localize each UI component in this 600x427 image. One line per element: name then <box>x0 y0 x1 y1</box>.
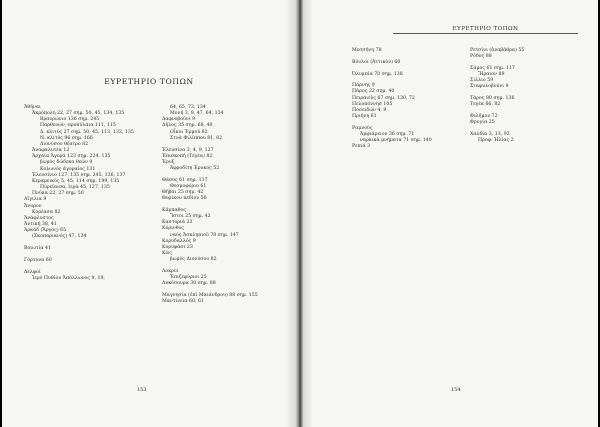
index-entry: Μονή 3, 9, 47, 64, 134 <box>170 111 224 117</box>
index-entry: Λοκροὶ <box>162 268 179 274</box>
index-entry: Ἐπιζεφύριοι 25 <box>170 275 207 281</box>
index-column-right-2 <box>470 48 580 144</box>
index-entry: Ἀρκάδ (Ἄργος) 65 <box>24 228 67 234</box>
index-entry: Διονύσου θέατρο 82 <box>40 141 89 147</box>
index-entry: βωμὸς δώδεκα θεῶν 9 <box>40 160 93 166</box>
index-entry: Πάρνης 9 <box>352 83 375 89</box>
index-entry: Θορίκου πεδίον 56 <box>162 196 207 202</box>
index-entry: ναρκικὰ μνήματα 71 σημ. 140 <box>360 138 432 144</box>
index-entry: Φρυγία 25 <box>470 120 495 126</box>
index-entry: Ραμνοῦς <box>352 125 373 131</box>
index-entry: Ἄνυρον <box>24 203 42 209</box>
index-entry: Τάρος 80 σημ. 136 <box>470 96 515 102</box>
index-entry: Ἀντική 38, 41 <box>24 221 57 227</box>
index-entry: Λυκόσουρα 30 σημ. 88 <box>162 281 216 287</box>
index-entry: Κεραμεικός 5, 45, 114 σημ. 199, 135 <box>32 178 120 184</box>
index-entry: Παρθενών, προπύλαια 111, 115 <box>40 123 116 129</box>
index-entry: Ὀλυμπία 70 σημ. 138 <box>352 71 403 77</box>
index-entry: Καστοριά 23 <box>162 220 193 226</box>
index-entry: Σιλλιο 59 <box>470 78 494 84</box>
index-entry: Κῶς <box>162 251 172 257</box>
index-entry: Ἀκρόπολη 22, 27 σημ. 50, 45, 134, 135 <box>32 111 125 117</box>
index-entry: Ἀνάφλυστος <box>24 215 54 221</box>
index-entry: Τεγέα 66, 82 <box>470 102 501 108</box>
index-entry: Ἀρχαία Ἀγορά 123 σημ. 224, 135 <box>32 154 111 160</box>
index-entry: Δ. κλιτύς 27 σημ. 50, 45, 113, 133, 135 <box>40 129 134 135</box>
index-entry: Κολωνός ἀγοραῖος 131 <box>40 166 96 172</box>
index-entry: Πειραιεὺς 67 σημ. 130, 72 <box>352 95 415 101</box>
index-entry: Κορέασα 82 <box>32 209 61 215</box>
index-column-right-1 <box>352 48 467 150</box>
index-entry: Ἱερό Πυθίου Ἀπόλλωνος 9, 19, <box>32 275 105 281</box>
index-entry: Φιλήμον 72 <box>470 114 498 120</box>
index-entry: Κορυδαλλός 9 <box>162 238 196 244</box>
index-entry: (Σκοπαριανός) 47, 134 <box>32 234 87 240</box>
index-entry: Θάσος 61 σημ. 117 <box>162 177 208 183</box>
right-page <box>303 0 598 427</box>
index-entry: Μαντίνεια 60, 61 <box>162 299 204 305</box>
index-entry: Πνύκα 22, 27 σημ. 50 <box>32 191 84 197</box>
page-shadow <box>286 0 296 427</box>
index-entry: Θεσμοφόριο 61 <box>170 183 207 189</box>
index-entry: Πύρεῖαισα, ἱερὰ 45, 127, 135 <box>40 185 110 191</box>
index-entry: Αἴγιλια 9 <box>24 197 47 203</box>
index-entry: Σταφυλοβούνι 9 <box>470 84 509 90</box>
running-head: ΕΥΡΕΤΗΡΙΟ ΤΟΠΩΝ <box>393 26 578 34</box>
index-entry: Σάμος 61 σημ. 117 <box>470 65 515 71</box>
index-entry: Ἀναφαλυτέα 12 <box>32 148 70 154</box>
index-entry: Ἐπισκοπή (Τεγέα) 82 <box>162 153 213 159</box>
index-entry: Οἶκοι Ἑρμοῦ 82 <box>170 129 208 135</box>
index-entry: Βοιωτία 41 <box>24 246 51 252</box>
book-gutter <box>296 0 303 427</box>
index-entry: Μαγνησία (ἐπὶ Μαιάνδρου) 88 σημ. 155 <box>162 293 258 299</box>
index-entry: Ρετσίνι (ἀναβάθρα) 55 <box>470 48 525 53</box>
index-entry: Ἐρυξ <box>162 159 175 165</box>
left-page <box>2 0 296 427</box>
index-entry: Δῆλος 35 σημ. 68, 40 <box>162 123 213 129</box>
index-entry: Ἀφροδίτη Ἐρυκος 52 <box>170 166 220 171</box>
index-entry: Γόρτυνα 60 <box>24 257 52 263</box>
index-entry: Ποσειδών 4, 9 <box>352 107 387 113</box>
page-title: ΕΥΡΕΤΗΡΙΟ ΤΟΠΩΝ <box>104 77 194 86</box>
index-entry: Χαλδία 3, 13, 93 <box>470 131 510 137</box>
index-entry: Στοὰ Φιλίππου 81, 82 <box>170 135 223 141</box>
index-entry: Ἀθῆναι <box>24 105 41 110</box>
page-number: 153 <box>137 387 147 393</box>
index-entry: Ἥραιον 89 <box>478 72 505 78</box>
index-entry: Ν. κλιτύς 96 σημ. 166 <box>40 135 93 141</box>
index-column-left-2 <box>162 105 282 305</box>
page-shadow <box>303 0 313 427</box>
index-entry: Προφ. Ἠλίας 2 <box>478 138 514 144</box>
index-entry: Πελοπόννησ 105 <box>352 101 393 107</box>
page-number: 154 <box>451 387 461 393</box>
index-entry: Βόυλοι (Ἀττικὸν) 60 <box>352 59 401 65</box>
index-column-left-1 <box>24 105 156 282</box>
index-entry: Βραυρώνιο 136 σημ. 245 <box>40 117 100 123</box>
index-entry: Ἴστοι 25 σημ. 42 <box>170 214 211 220</box>
index-entry: Κάρπαθος <box>162 207 186 213</box>
index-entry: Ρόδος 88 <box>470 54 492 60</box>
index-entry: Κόρινθος <box>162 226 185 232</box>
index-entry: βωμὸς Διονύσου 82 <box>170 257 217 263</box>
index-entry: Μεσσήνη 78 <box>352 48 382 53</box>
index-entry: Ρεπιά 3 <box>352 144 371 150</box>
index-entry: Πριήνη 61 <box>352 114 377 120</box>
index-entry: Κορυφάσι 23 <box>162 244 193 250</box>
index-entry: Θῆβαι 25 σημ. 42 <box>162 190 204 196</box>
index-entry: Ἐλευσίνα 3, 4, 9, 127 <box>162 147 214 153</box>
index-entry: ναὸς Ἀσκληπιοῦ 78 σημ. 147 <box>170 232 239 238</box>
index-entry: Ἀμφιάρειον 36 σημ. 71 <box>360 131 415 137</box>
index-entry: Δελφοί <box>24 269 41 275</box>
index-entry: Δαφνοβούνι 9 <box>162 117 196 123</box>
index-entry: 64, 65, 73, 134 <box>170 105 206 110</box>
index-entry: Πάρος 22 σημ. 40 <box>352 89 395 95</box>
index-entry: Ἐλευσίνιο 127, 135 σημ. 245, 136, 137 <box>32 172 126 178</box>
